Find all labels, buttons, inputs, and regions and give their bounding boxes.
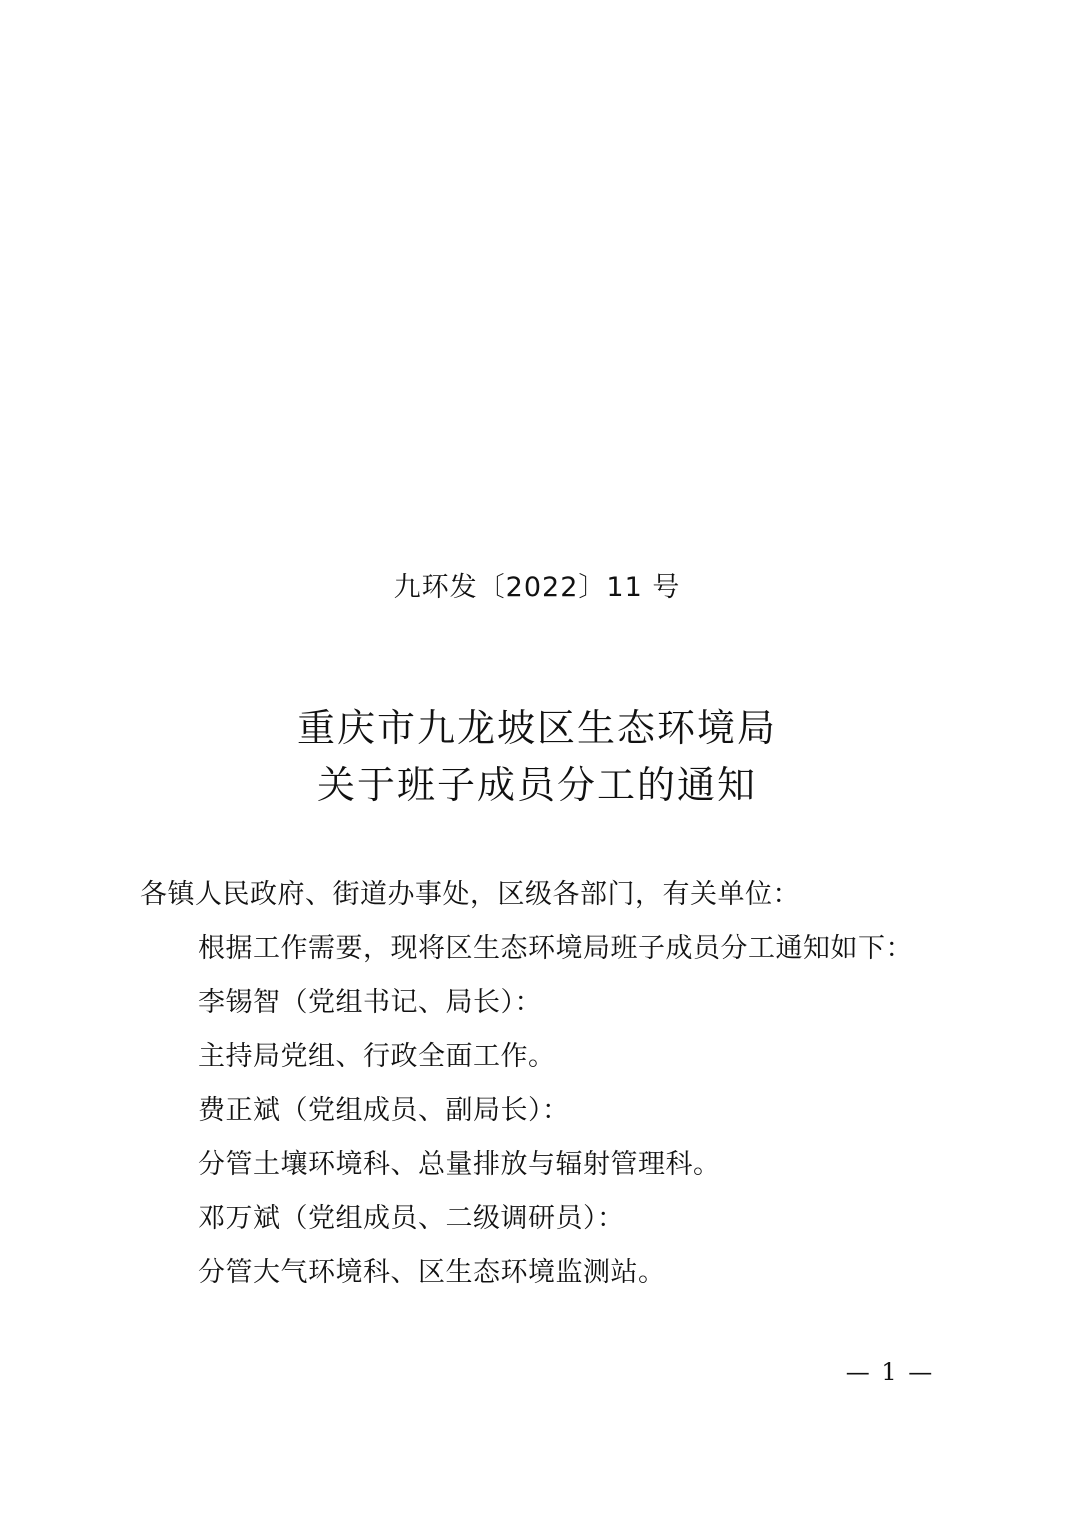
- intro-paragraph: 根据工作需要，现将区生态环境局班子成员分工通知如下：: [198, 933, 913, 964]
- member-heading-li-xizhi: 李锡智（党组书记、局长）：: [198, 987, 542, 1018]
- document-body: [140, 868, 960, 1300]
- page-number: — 1 —: [845, 1358, 935, 1386]
- member-heading-fei-zhengbin: 费正斌（党组成员、副局长）：: [198, 1095, 570, 1126]
- member-heading-deng-wanbin: 邓万斌（党组成员、二级调研员）：: [198, 1203, 625, 1234]
- member-duties-fei-zhengbin: 分管土壤环境科、总量排放与辐射管理科。: [198, 1149, 721, 1180]
- member-duties-li-xizhi: 主持局党组、行政全面工作。: [198, 1041, 556, 1072]
- document-title-line-1: 重庆市九龙坡区生态环境局: [296, 706, 777, 750]
- document-number: 九环发〔2022〕11 号: [393, 572, 681, 603]
- document-title-line-2: 关于班子成员分工的通知: [316, 763, 757, 807]
- member-duties-deng-wanbin: 分管大气环境科、区生态环境监测站。: [198, 1257, 666, 1288]
- salutation: 各镇人民政府、街道办事处，区级各部门，有关单位：: [140, 879, 800, 910]
